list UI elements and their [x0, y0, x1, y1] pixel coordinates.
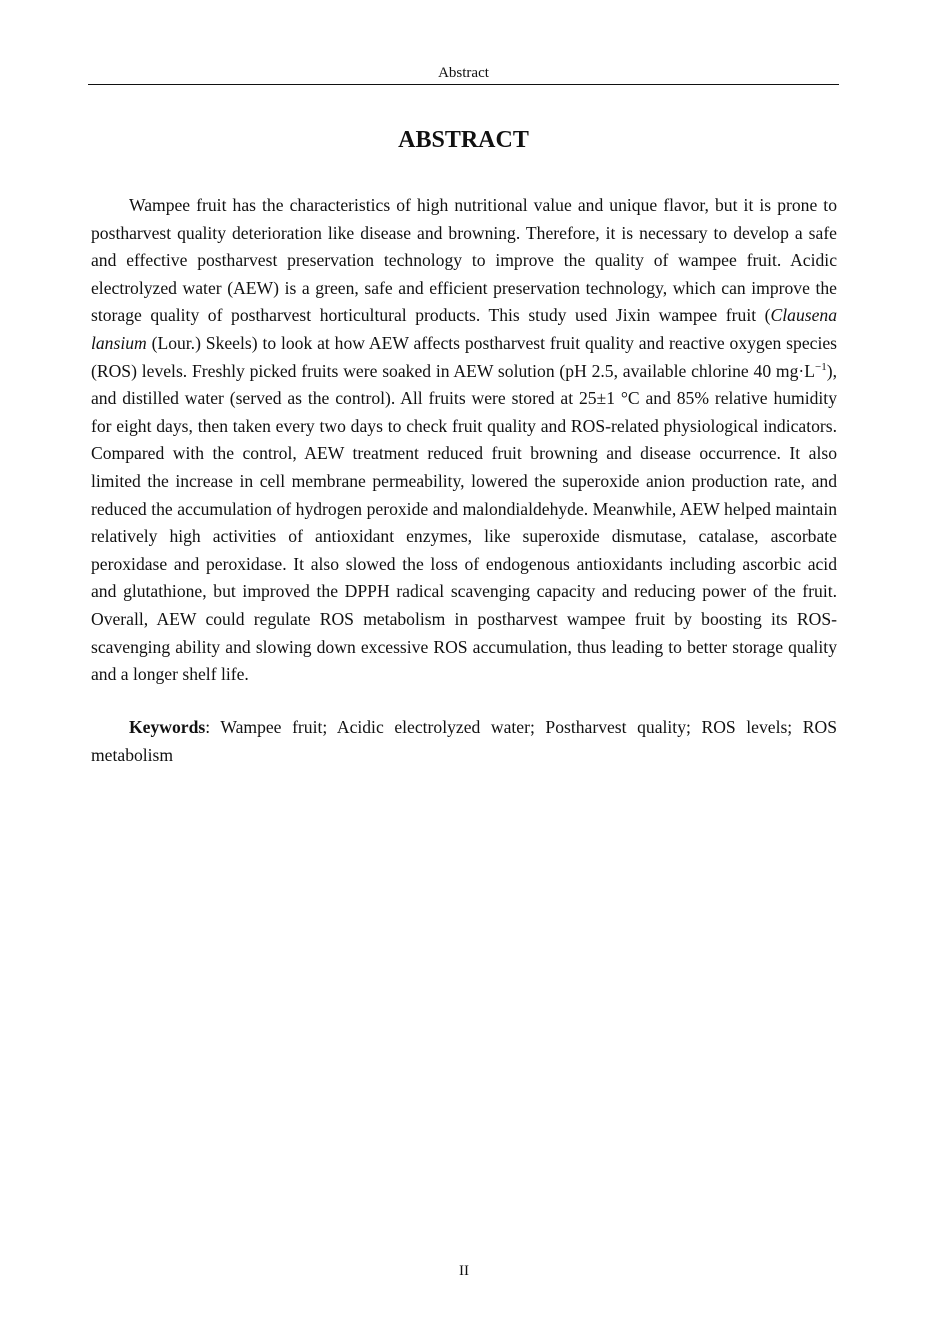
header-rule	[88, 84, 839, 85]
keywords-paragraph	[91, 714, 837, 769]
abstract-text-part-3: ), and distilled water (served as the control). All fruits were stored at 25±1 °C and 85% relative humidity for eight days, then taken every two days to check fruit quality and ROS-related physiological indicators. Compared with the control, AEW treatment reduced fruit browning and disease occurrence. It also limited the increase in cell membrane permeability, lowered the superoxide anion production rate, and reduced the accumulation of hydrogen peroxide and malondialdehyde. Meanwhile, AEW helped maintain relatively high activities of antioxidant enzymes, like superoxide dismutase, catalase, ascorbate peroxidase and peroxidase. It also slowed the loss of endogenous antioxidants including ascorbic acid and glutathione, but improved the DPPH radical scavenging capacity and reducing power of the fruit. Overall, AEW could regulate ROS metabolism in postharvest wampee fruit by boosting its ROS-scavenging ability and slowing down excessive ROS accumulation, thus leading to better storage quality and a longer shelf life.	[91, 360, 837, 685]
page-title: ABSTRACT	[398, 127, 529, 153]
abstract-text-part-2: (Lour.) Skeels) to look at how AEW affects postharvest fruit quality and reactive oxygen species (ROS) levels. Freshly picked fruits were soaked in AEW solution (pH 2.5, available chlorine 40 mg·L	[91, 332, 837, 381]
abstract-paragraph	[91, 192, 837, 689]
running-header: Abstract	[438, 65, 489, 81]
abstract-text-part-1: Wampee fruit has the characteristics of high nutritional value and unique flavor, but it is prone to postharvest quality deterioration like disease and browning. Therefore, it is necessary to develop a safe and effective postharvest preservation technology to improve the quality of wampee fruit. Acidic electrolyzed water (AEW) is a green, safe and efficient preservation technology, which can improve the storage quality of postharvest horticultural products. This study used Jixin wampee fruit (	[91, 195, 837, 326]
species-name: Clausena lansium	[91, 305, 837, 353]
unit-superscript: −1	[815, 360, 827, 373]
keywords-label: Keywords	[129, 717, 206, 737]
keywords-text: : Wampee fruit; Acidic electrolyzed water; Postharvest quality; ROS levels; ROS metabolism	[91, 717, 837, 765]
page-number: II	[459, 1263, 469, 1279]
